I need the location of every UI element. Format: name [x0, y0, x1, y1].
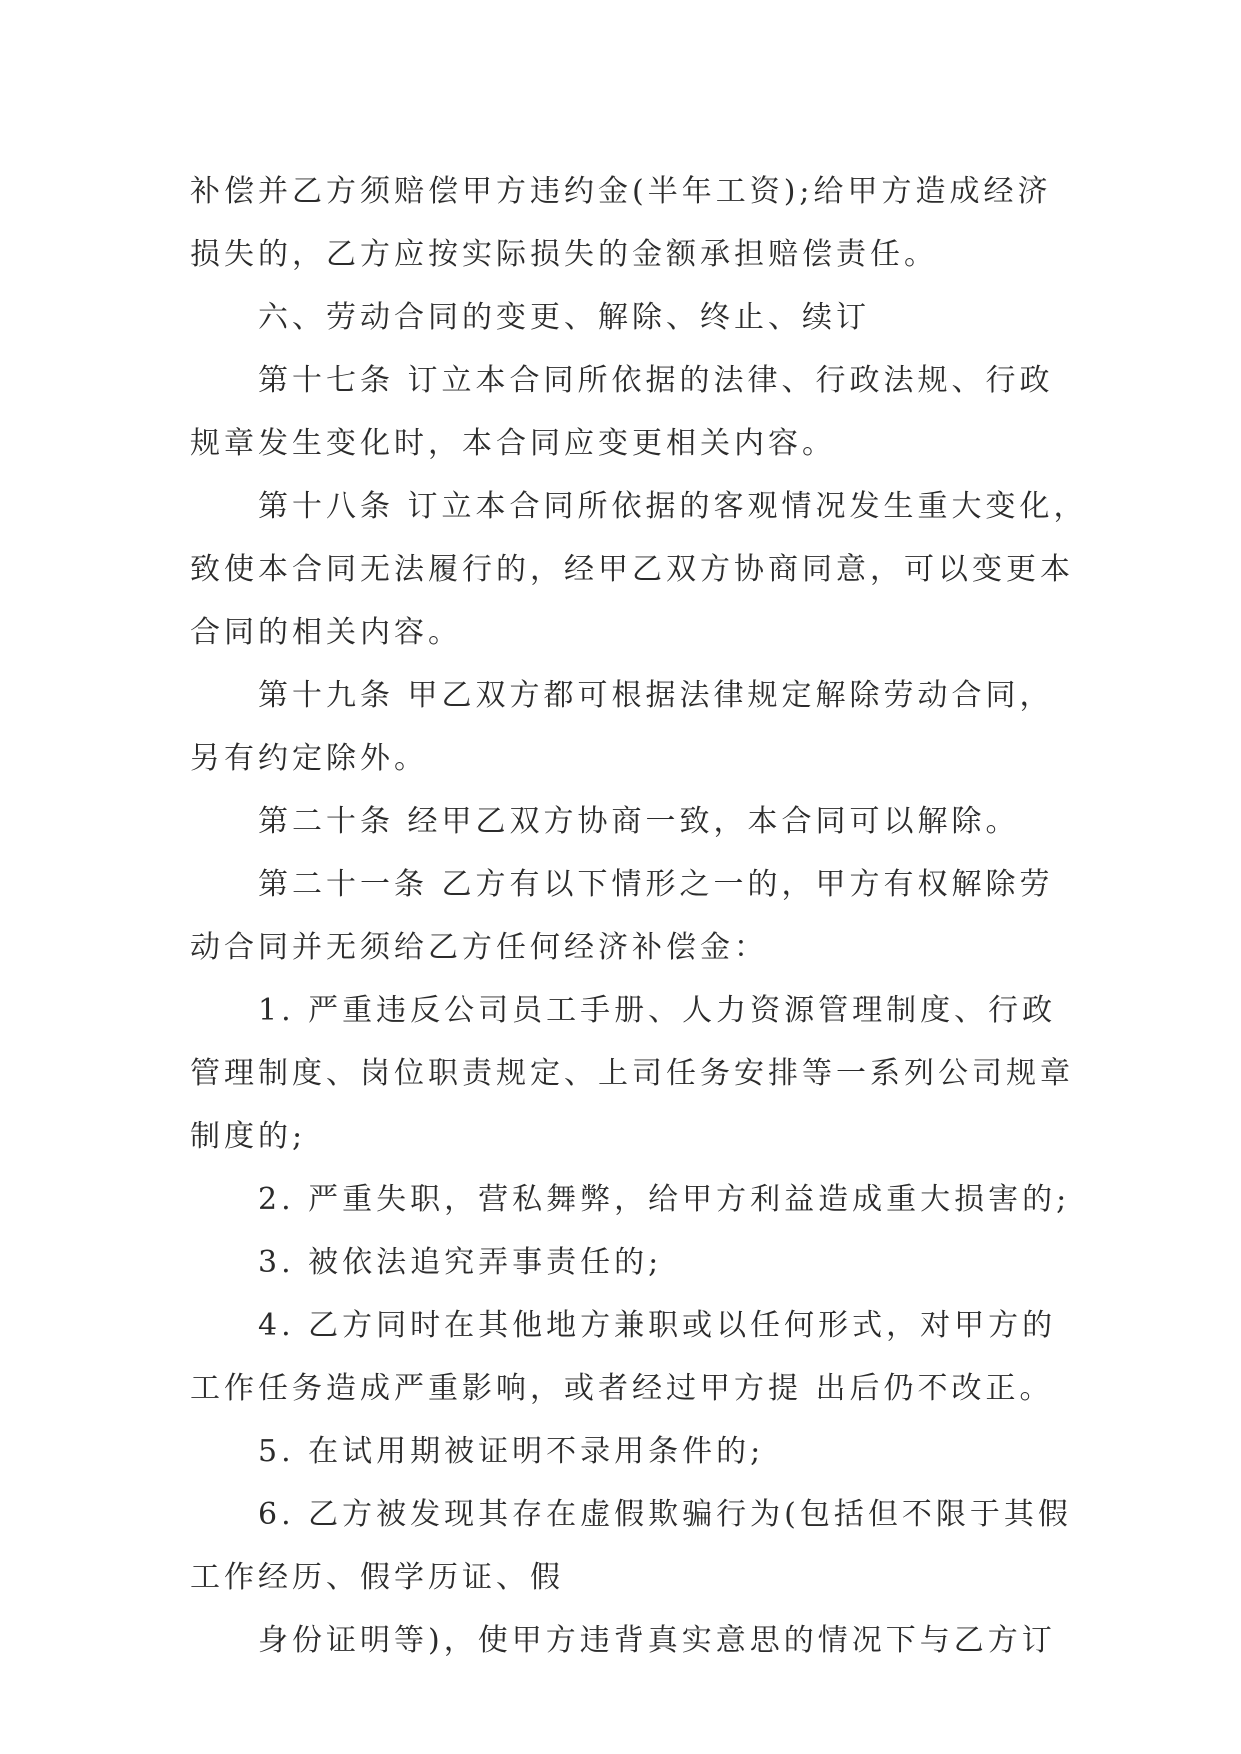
list-item-2 [190, 1168, 1071, 1231]
text-line: 补偿并乙方须赔偿甲方违约金(半年工资);给甲方造成经济 [190, 174, 1052, 209]
text-line: 第十七条 订立本合同所依据的法律、行政法规、行政 [258, 363, 1054, 398]
list-item-3 [190, 1231, 1062, 1294]
text-line: 工作经历、假学历证、假 [190, 1560, 564, 1595]
text-line: 工作任务造成严重影响，或者经过甲方提 出后仍不改正。 [190, 1371, 1054, 1406]
text-line: 2. 严重失职，营私舞弊，给甲方利益造成重大损害的; [258, 1182, 1071, 1217]
text-line: 制度的; [190, 1119, 307, 1154]
document-body [190, 160, 1088, 1672]
text-line: 身份证明等)，使甲方违背真实意思的情况下与乙方订 [258, 1623, 1056, 1658]
text-line: 第二十一条 乙方有以下情形之一的，甲方有权解除劳 [258, 867, 1054, 902]
text-line: 规章发生变化时，本合同应变更相关内容。 [190, 426, 836, 461]
text-line: 1. 严重违反公司员工手册、人力资源管理制度、行政 [258, 993, 1057, 1028]
text-line: 第十八条 订立本合同所依据的客观情况发生重大变化， [258, 489, 1088, 524]
text-line: 动合同并无须给乙方任何经济补偿金： [190, 930, 768, 965]
text-line: 合同的相关内容。 [190, 615, 462, 650]
text-line: 损失的，乙方应按实际损失的金额承担赔偿责任。 [190, 237, 938, 272]
article-18 [190, 475, 1088, 664]
paragraph-compensation-continued [190, 160, 1062, 286]
text-line: 六、劳动合同的变更、解除、终止、续订 [258, 300, 870, 335]
section-heading-contract-changes [190, 286, 1062, 349]
text-line: 6. 乙方被发现其存在虚假欺骗行为(包括但不限于其假 [258, 1497, 1072, 1532]
list-item-1 [190, 979, 1074, 1168]
article-20 [190, 790, 1062, 853]
text-line: 第十九条 甲乙双方都可根据法律规定解除劳动合同， [258, 678, 1054, 713]
article-21 [190, 853, 1062, 979]
text-line: 第二十条 经甲乙双方协商一致，本合同可以解除。 [258, 804, 1020, 839]
article-17 [190, 349, 1062, 475]
text-line: 管理制度、岗位职责规定、上司任务安排等一系列公司规章 [190, 1056, 1074, 1091]
list-item-4 [190, 1294, 1062, 1420]
list-item-5 [190, 1420, 1062, 1483]
list-item-6 [190, 1483, 1072, 1609]
text-line: 4. 乙方同时在其他地方兼职或以任何形式，对甲方的 [258, 1308, 1057, 1343]
text-line: 另有约定除外。 [190, 741, 428, 776]
text-line: 3. 被依法追究弄事责任的; [258, 1245, 663, 1280]
list-item-6-continued [190, 1609, 1062, 1672]
article-19 [190, 664, 1062, 790]
text-line: 致使本合同无法履行的，经甲乙双方协商同意，可以变更本 [190, 552, 1074, 587]
text-line: 5. 在试用期被证明不录用条件的; [258, 1434, 765, 1469]
